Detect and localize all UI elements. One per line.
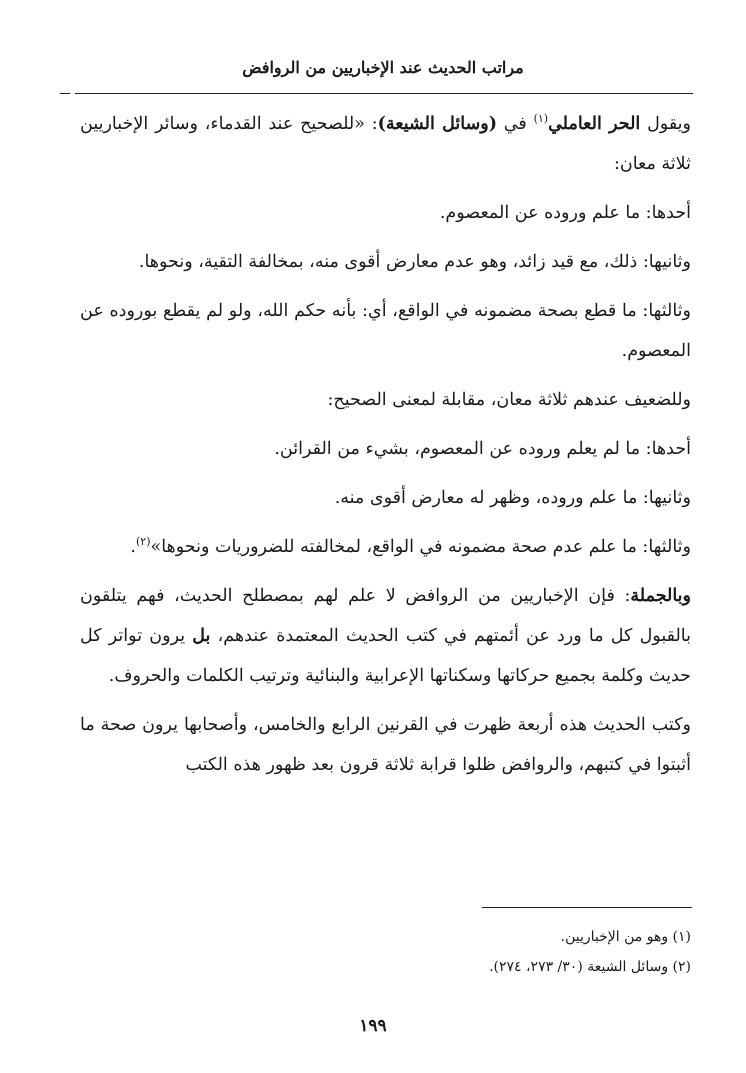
paragraph [80,527,691,567]
paragraph [80,380,691,420]
text-run: : فإن الإخباريين من الروافض لا علم لهم بمصطلح الحديث، فهم يتلقون بالقبول كل ما ورد عن أئمتهم في كتب الحديث المعتمدة عندهم، [80,586,691,646]
footnote-marker: (٢) [135,535,151,549]
paragraph [80,242,691,282]
paragraph [80,104,691,184]
footnote-2: (٢) وسائل الشيعة (٣٠/ ٢٧٣، ٢٧٤). [489,959,691,975]
text-run: أحدها: ما علم وروده عن المعصوم. [439,203,691,223]
text-run: وكتب الحديث هذه أربعة ظهرت في القرنين الرابع والخامس، وأصحابها يرون صحة ما أثبتوا في كتبهم، والروافض ظلوا قرابة ثلاثة قرون بعد ظهور هذه الكتب [80,715,691,775]
header-divider [75,93,693,94]
footnotes [80,922,691,982]
text-run: : «للصحيح عند القدماء، وسائر الإخباريين ثلاثة معان: [80,114,691,174]
text-run: وثالثها: ما قطع بصحة مضمونه في الواقع، أي: بأنه حكم الله، ولو لم يقطع بوروده عن المعصوم. [80,301,691,361]
text-run: وثانيها: ذلك، مع قيد زائد، وهو عدم معارض أقوى منه، بمخالفة التقية، ونحوها. [138,252,691,272]
main-text [80,104,691,794]
bold-term: بل [192,626,211,646]
page-number: ١٩٩ [359,1016,387,1036]
bold-term: وبالجملة [630,586,691,606]
paragraph [80,291,691,371]
footnote-1: (١) وهو من الإخباريين. [560,929,691,945]
text-run: . [130,537,136,557]
running-header: مراتب الحديث عند الإخباريين من الروافض [242,58,524,77]
text-run: وثانيها: ما علم وروده، وظهر له معارض أقوى منه. [334,488,691,508]
header-divider-tail [60,93,70,94]
text-run: يرون تواتر كل حديث وكلمة بجميع حركاتها وسكناتها الإعرابية والبنائية وترتيب الكلمات والحروف. [80,626,691,686]
footnote-marker: (١) [533,112,549,126]
bold-term: (وسائل الشيعة) [377,114,498,134]
text-run: أحدها: ما لم يعلم وروده عن المعصوم، بشيء من القرائن. [274,439,691,459]
paragraph [80,478,691,518]
text-run: وللضعيف عندهم ثلاثة معان، مقابلة لمعنى الصحيح: [327,390,691,410]
paragraph [80,429,691,469]
bold-term: الحر العاملي [548,114,641,134]
text-run: وثالثها: ما علم عدم صحة مضمونه في الواقع، لمخالفته للضروريات ونحوها» [150,537,691,557]
text-run: ويقول [640,114,692,134]
footnote-divider [482,907,692,908]
paragraph [80,193,691,233]
text-run: في [497,114,534,134]
paragraph [80,705,691,785]
paragraph [80,576,691,696]
